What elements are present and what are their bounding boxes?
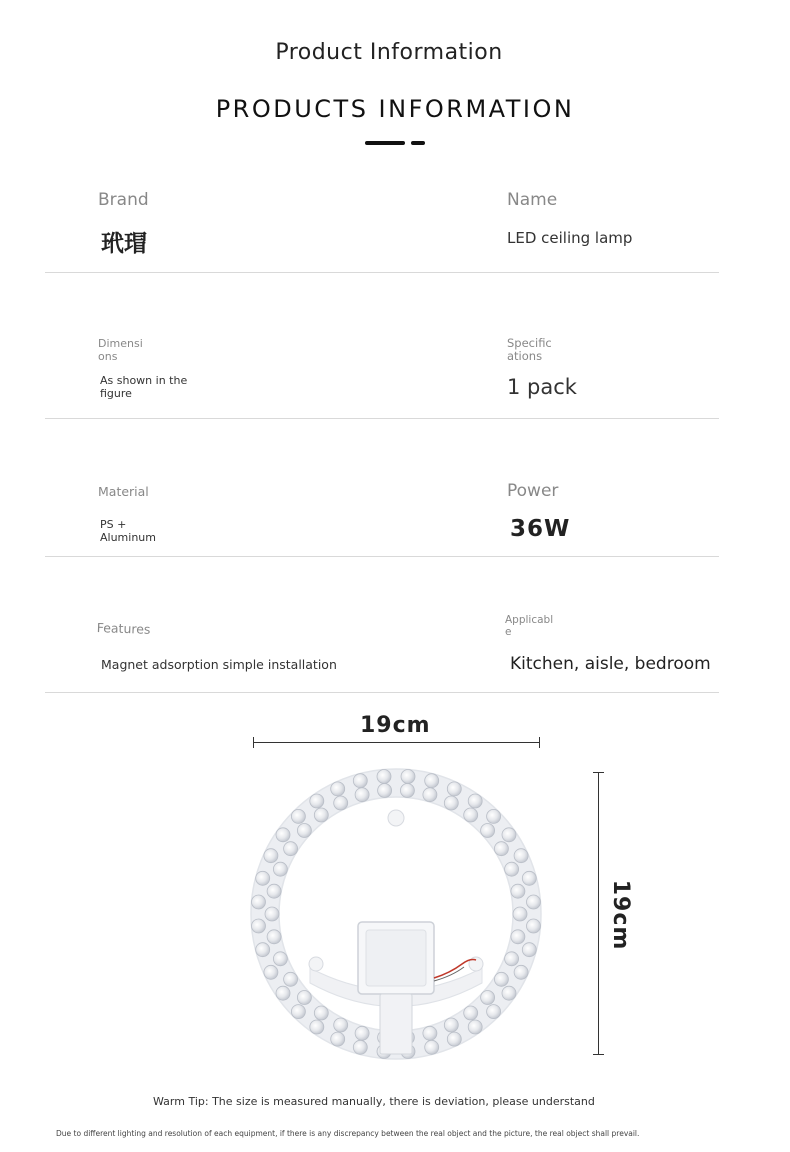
- features-label: Features: [96, 620, 151, 637]
- led-chip: [297, 824, 311, 838]
- name-value: LED ceiling lamp: [507, 229, 633, 247]
- led-chip: [423, 788, 437, 802]
- led-chip: [355, 788, 369, 802]
- led-chip: [527, 919, 541, 933]
- width-dimension-tick-right: [539, 737, 540, 748]
- led-chip: [464, 1006, 478, 1020]
- led-chip: [267, 884, 281, 898]
- led-chip: [494, 842, 508, 856]
- height-dimension-tick-bottom: [593, 1054, 604, 1055]
- led-chip: [273, 862, 287, 876]
- led-chip: [353, 774, 367, 788]
- led-chip: [468, 1020, 482, 1034]
- led-ring-lamp-image: [250, 768, 542, 1060]
- row-divider: [45, 556, 719, 557]
- name-label: Name: [507, 190, 558, 210]
- led-chip: [527, 895, 541, 909]
- title-underline-long: [365, 141, 405, 145]
- led-chip: [331, 1032, 345, 1046]
- led-chip: [511, 930, 525, 944]
- led-chip: [447, 1032, 461, 1046]
- led-chip: [444, 796, 458, 810]
- section-title: PRODUCTS INFORMATION: [215, 95, 575, 123]
- led-chip: [276, 828, 290, 842]
- led-chip: [297, 991, 311, 1005]
- led-chip: [425, 1040, 439, 1054]
- led-chip: [378, 784, 392, 798]
- power-value: 36W: [510, 516, 571, 542]
- dimensions-label-line2: ons: [98, 350, 118, 363]
- led-chip: [464, 808, 478, 822]
- dimensions-value-line1: As shown in the: [100, 374, 188, 387]
- title-underline-short: [411, 141, 425, 145]
- led-chip: [252, 919, 266, 933]
- led-chip: [494, 972, 508, 986]
- led-chip: [273, 952, 287, 966]
- warm-tip: Warm Tip: The size is measured manually, there is deviation, please understand: [153, 1095, 595, 1108]
- specifications-label: [507, 337, 552, 363]
- led-chip: [522, 871, 536, 885]
- specifications-label-line1: Specific: [507, 336, 552, 350]
- applicable-label: [505, 614, 553, 638]
- applicable-label-line1: Applicabl: [505, 614, 554, 626]
- led-chip: [447, 782, 461, 796]
- brand-label: Brand: [98, 190, 149, 210]
- led-chip: [334, 1018, 348, 1032]
- dimensions-value-line2: figure: [100, 387, 132, 400]
- dimensions-label-line1: Dimensi: [98, 337, 143, 350]
- led-chip: [355, 1026, 369, 1040]
- led-chip: [511, 884, 525, 898]
- led-chip: [487, 1005, 501, 1019]
- led-chip: [256, 871, 270, 885]
- led-chip: [444, 1018, 458, 1032]
- led-chip: [514, 965, 528, 979]
- applicable-value: Kitchen, aisle, bedroom: [510, 654, 711, 674]
- led-chip: [252, 895, 266, 909]
- led-chip: [265, 907, 279, 921]
- led-chip: [502, 986, 516, 1000]
- led-chip: [481, 824, 495, 838]
- led-chip: [264, 965, 278, 979]
- dimensions-label: [98, 337, 143, 363]
- height-dimension-tick-top: [593, 772, 604, 773]
- mount-bracket: [380, 994, 412, 1054]
- width-dimension-line: [253, 742, 540, 743]
- brand-value: 玳瑁: [101, 231, 147, 257]
- height-dimension-label: 19cm: [608, 879, 633, 951]
- led-chip: [334, 796, 348, 810]
- row-divider: [45, 418, 719, 419]
- material-value: [100, 518, 156, 544]
- width-dimension-label: 19cm: [360, 713, 431, 738]
- led-chip: [267, 930, 281, 944]
- dimensions-value: [100, 374, 187, 400]
- row-divider: [45, 692, 719, 693]
- specifications-value: 1 pack: [507, 375, 577, 399]
- led-chip: [468, 794, 482, 808]
- material-label: Material: [98, 484, 149, 499]
- led-chip: [291, 809, 305, 823]
- led-chip: [400, 784, 414, 798]
- features-value: Magnet adsorption simple installation: [101, 657, 337, 672]
- page-title: Product Information: [275, 40, 503, 65]
- applicable-label-line2: e: [505, 626, 512, 638]
- disclaimer: Due to different lighting and resolution of each equipment, if there is any discrepancy between the real object and the picture, the real object shall prevail.: [56, 1129, 640, 1138]
- led-chip: [264, 849, 278, 863]
- led-chip: [514, 849, 528, 863]
- led-chip: [425, 774, 439, 788]
- led-chip: [310, 794, 324, 808]
- led-chip: [276, 986, 290, 1000]
- led-chip: [487, 809, 501, 823]
- led-chip: [423, 1026, 437, 1040]
- row-divider: [45, 272, 719, 273]
- material-value-line2: Aluminum: [100, 531, 156, 544]
- led-chip: [310, 1020, 324, 1034]
- led-chip: [513, 907, 527, 921]
- led-chip: [505, 862, 519, 876]
- led-chip: [314, 1006, 328, 1020]
- material-value-line1: PS +: [100, 518, 127, 531]
- led-chip: [522, 943, 536, 957]
- led-chip: [314, 808, 328, 822]
- led-chip: [481, 991, 495, 1005]
- height-dimension-line: [598, 772, 599, 1055]
- led-chip: [284, 972, 298, 986]
- width-dimension-tick-left: [253, 737, 254, 748]
- led-chip: [401, 770, 415, 784]
- led-chip: [353, 1040, 367, 1054]
- power-label: Power: [507, 481, 559, 501]
- led-chip: [291, 1005, 305, 1019]
- led-chip: [284, 842, 298, 856]
- led-chip: [331, 782, 345, 796]
- led-chip: [502, 828, 516, 842]
- led-chip: [377, 770, 391, 784]
- led-chip: [256, 943, 270, 957]
- specifications-label-line2: ations: [507, 349, 543, 363]
- led-chip: [505, 952, 519, 966]
